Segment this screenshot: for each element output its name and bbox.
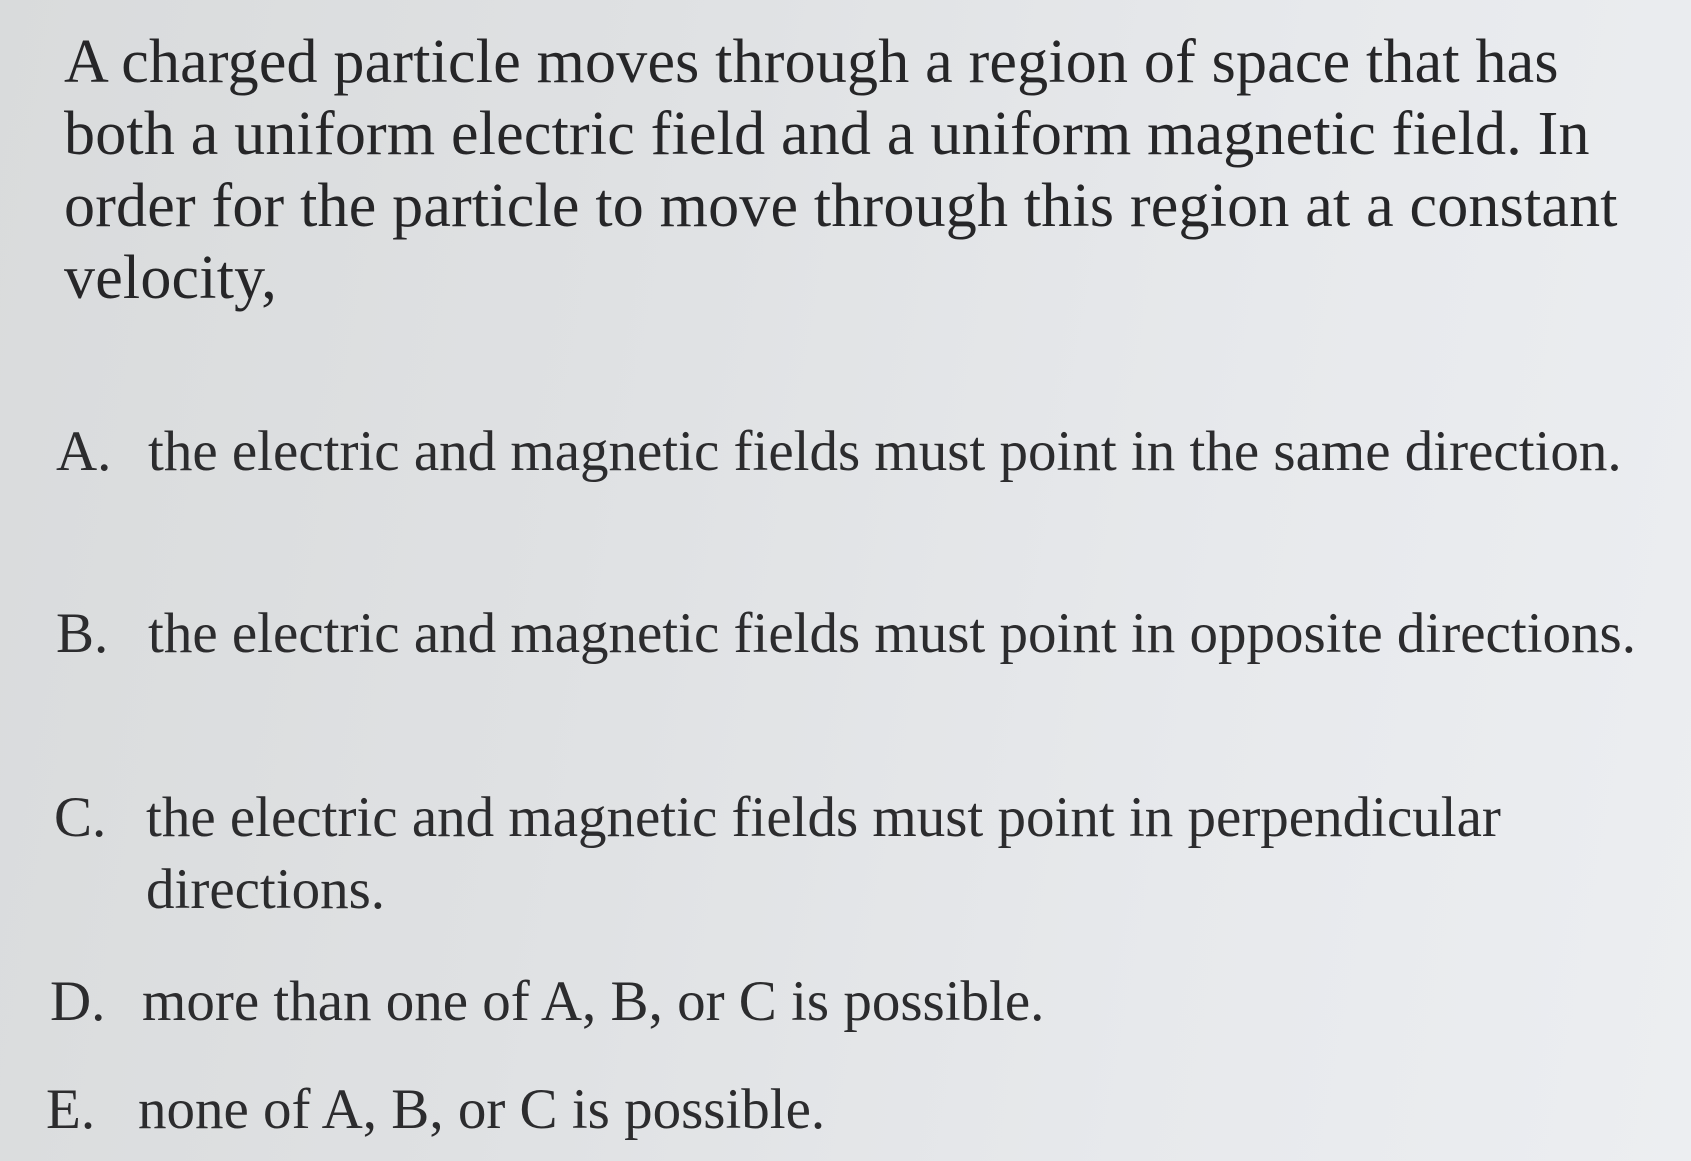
choice-b-text: the electric and magnetic fields must point in opposite directions. <box>148 602 1636 665</box>
choice-b-letter: B. <box>56 602 109 665</box>
choice-e-letter: E. <box>46 1078 96 1141</box>
choice-e-text: none of A, B, or C is possible. <box>138 1078 826 1141</box>
choice-d-letter: D. <box>50 970 106 1033</box>
choice-c-letter: C. <box>54 786 107 849</box>
question-text: A charged particle moves through a region of space that has both a uniform electric field and a uniform magnetic field. In order for the particle to move through this region at a constant velocity, <box>64 28 1618 312</box>
choice-a-text: the electric and magnetic fields must point in the same direction. <box>148 420 1622 483</box>
choice-c-text: the electric and magnetic fields must point in perpendicular directions. <box>146 786 1501 921</box>
choice-a-letter: A. <box>56 420 112 483</box>
choice-d-text: more than one of A, B, or C is possible. <box>142 970 1045 1033</box>
